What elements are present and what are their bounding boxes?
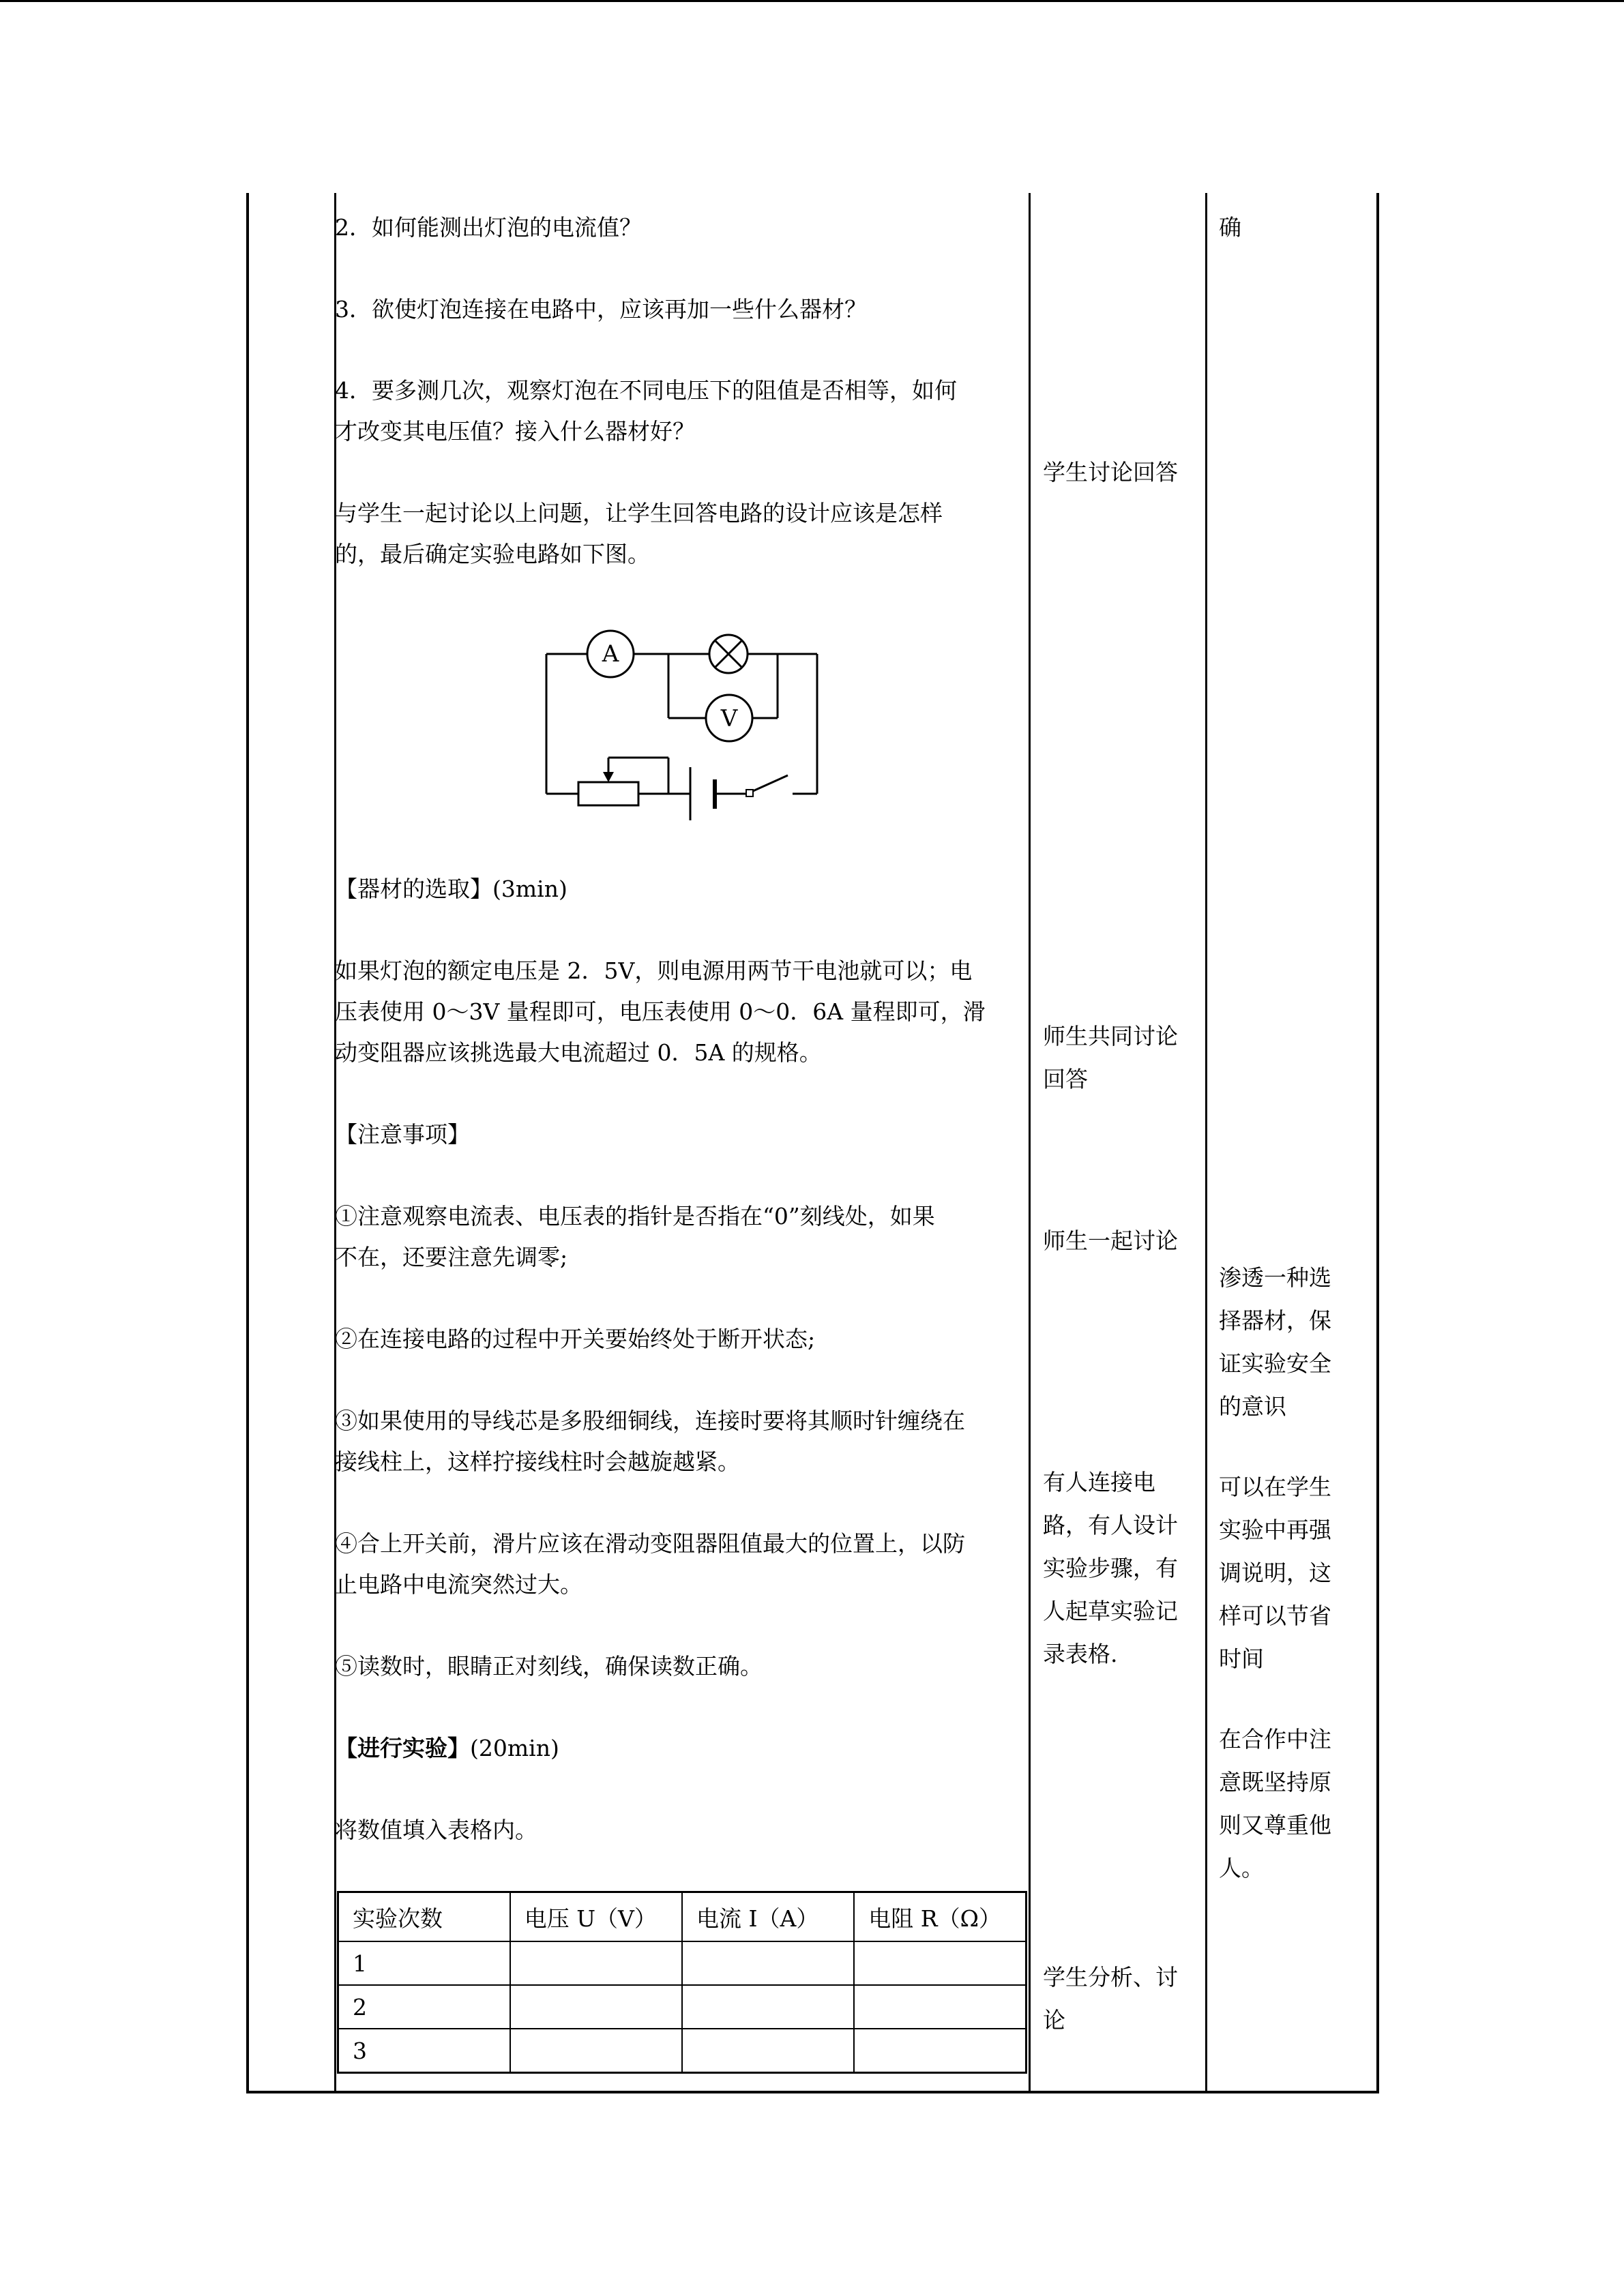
switch-contact-icon [746,790,753,796]
discussion-line-1: 与学生一起讨论以上问题，让学生回答电路的设计应该是怎样 [335,500,943,526]
header-resistance: 电阻 R（Ω） [854,1892,1026,1942]
intent-3-line-4: 人。 [1219,1855,1264,1881]
activity-4-line-5: 录表格. [1043,1641,1118,1667]
intent-2-line-4: 样可以节省 [1219,1602,1331,1629]
equipment-line-2: 压表使用 0～3V 量程即可，电压表使用 0～0．6A 量程即可，滑 [335,998,986,1025]
header-voltage: 电压 U（V） [510,1892,682,1942]
table-cell[interactable] [510,1985,682,2029]
intent-3-line-3: 则又尊重他 [1219,1812,1331,1838]
intent-1-line-4: 的意识 [1219,1393,1286,1420]
intent-2-line-1: 可以在学生 [1219,1474,1331,1500]
activity-1: 学生讨论回答 [1043,459,1178,486]
activity-5-line-1: 学生分析、讨 [1043,1964,1178,1991]
table-cell: 1 [338,1941,510,1985]
intent-3-line-1: 在合作中注 [1219,1726,1331,1753]
table-bottom-border [246,2091,1379,2093]
table-cell[interactable] [854,1941,1026,1985]
note-2: ②在连接电路的过程中开关要始终处于断开状态; [335,1326,816,1352]
column-divider-3 [1205,193,1207,2093]
discussion-line-2: 的，最后确定实验电路如下图。 [335,541,650,567]
experiment-data-table [337,1891,1027,2074]
experiment-heading [335,1735,559,1762]
notes-heading: 【注意事项】 [335,1121,470,1148]
intent-2-line-5: 时间 [1219,1645,1264,1672]
experiment-heading-time: (20min) [470,1735,559,1761]
switch-lever [753,775,788,791]
page-top-border [0,0,1624,2]
intent-top: 确 [1219,214,1241,241]
column-divider-2 [1029,193,1031,2093]
equipment-line-1: 如果灯泡的额定电压是 2．5V，则电源用两节干电池就可以；电 [335,957,973,984]
experiment-heading-title: 【进行实验】 [335,1735,470,1761]
table-header-row [338,1892,1027,1942]
equipment-line-3: 动变阻器应该挑选最大电流超过 0．5A 的规格。 [335,1039,822,1066]
table-row [338,2029,1027,2073]
note-4-line-2: 止电路中电流突然过大。 [335,1571,582,1598]
equipment-heading: 【器材的选取】(3min) [335,876,567,902]
activity-4-line-4: 人起草实验记 [1043,1598,1178,1624]
rheostat-slider-icon [603,772,614,782]
table-cell[interactable] [510,2029,682,2073]
question-3: 3．欲使灯泡连接在电路中，应该再加一些什么器材？ [335,296,867,323]
voltmeter-label: V [720,705,738,732]
table-row [338,1985,1027,2029]
question-2: 2．如何能测出灯泡的电流值？ [335,214,642,241]
table-cell[interactable] [682,2029,854,2073]
table-cell[interactable] [854,2029,1026,2073]
activity-3: 师生一起讨论 [1043,1227,1178,1254]
table-cell[interactable] [682,1941,854,1985]
question-4-line-2: 才改变其电压值？接入什么器材好？ [335,418,695,445]
table-cell[interactable] [854,1985,1026,2029]
note-3-line-1: ③如果使用的导线芯是多股细铜线，连接时要将其顺时针缠绕在 [335,1407,965,1434]
activity-4-line-1: 有人连接电 [1043,1469,1155,1495]
intent-2-line-3: 调说明，这 [1219,1560,1331,1586]
table-cell[interactable] [510,1941,682,1985]
table-cell: 2 [338,1985,510,2029]
activity-2-line-2: 回答 [1043,1066,1088,1092]
note-1-line-1: ①注意观察电流表、电压表的指针是否指在“0”刻线处，如果 [335,1203,935,1229]
activity-4-line-2: 路，有人设计 [1043,1512,1178,1538]
activity-4-line-3: 实验步骤，有 [1043,1555,1178,1581]
table-row [338,1941,1027,1985]
circuit-diagram [532,614,832,832]
intent-3-line-2: 意既坚持原 [1219,1769,1331,1795]
outer-right-border [1376,193,1379,2093]
note-4-line-1: ④合上开关前，滑片应该在滑动变阻器阻值最大的位置上，以防 [335,1530,965,1557]
outer-left-border [246,193,249,2093]
intent-1-line-2: 择器材，保 [1219,1307,1331,1334]
table-cell: 3 [338,2029,510,2073]
activity-2-line-1: 师生共同讨论 [1043,1023,1178,1049]
intent-1-line-1: 渗透一种选 [1219,1264,1331,1291]
note-1-line-2: 不在，还要注意先调零; [335,1244,568,1270]
intent-2-line-2: 实验中再强 [1219,1517,1331,1543]
note-3-line-2: 接线柱上，这样拧接线柱时会越旋越紧。 [335,1448,740,1475]
intent-1-line-3: 证实验安全 [1219,1350,1331,1377]
activity-5-line-2: 论 [1043,2007,1065,2033]
ammeter-label: A [602,640,619,668]
fill-instruction: 将数值填入表格内。 [335,1817,537,1843]
header-current: 电流 I（A） [682,1892,854,1942]
question-4-line-1: 4．要多测几次，观察灯泡在不同电压下的阻值是否相等，如何 [335,377,957,404]
note-5: ⑤读数时，眼睛正对刻线，确保读数正确。 [335,1653,763,1680]
header-trial-count: 实验次数 [338,1892,510,1942]
table-cell[interactable] [682,1985,854,2029]
